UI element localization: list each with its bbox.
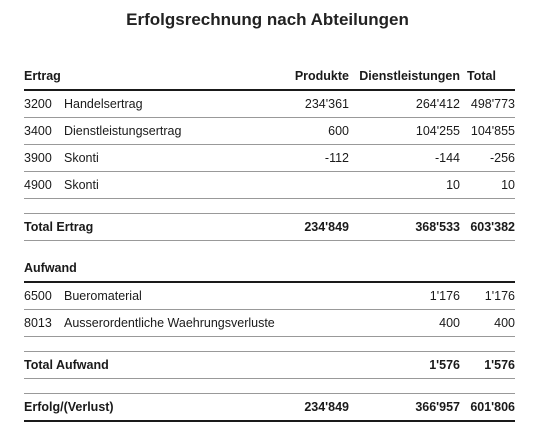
total-ertrag-label: Total Ertrag (24, 220, 94, 234)
value-dienstleistungen: 368'533 (415, 220, 460, 234)
value-total: 1'176 (484, 289, 515, 303)
header-dienstleistungen: Dienstleistungen (359, 69, 460, 83)
account-label: Skonti (64, 151, 99, 165)
header-total: Total (467, 69, 496, 83)
report-title: Erfolgsrechnung nach Abteilungen (126, 10, 409, 29)
value-dienstleistungen: -144 (434, 151, 460, 165)
value-produkte: -112 (324, 151, 349, 165)
table-row (24, 310, 515, 336)
account-label: Dienstleistungsertrag (64, 124, 182, 138)
table-row (24, 145, 515, 171)
header-produkte: Produkte (294, 69, 349, 83)
erfolg-row (24, 394, 515, 420)
table-row (24, 118, 515, 144)
total-aufwand-row (24, 352, 515, 378)
row-divider (24, 198, 515, 199)
erfolg-label: Erfolg/(Verlust) (24, 400, 114, 414)
account-number: 8013 (24, 316, 52, 330)
value-produkte: 600 (328, 124, 349, 138)
account-number: 6500 (24, 289, 52, 303)
aufwand-header: Aufwand (24, 261, 77, 275)
value-produkte: 234'849 (304, 220, 349, 234)
account-label: Skonti (64, 178, 99, 192)
table-row (24, 172, 515, 198)
account-number: 3900 (24, 151, 52, 165)
table-header-row (24, 63, 515, 89)
value-dienstleistungen: 264'412 (415, 97, 460, 111)
account-number: 3400 (24, 124, 52, 138)
value-produkte: 234'849 (304, 400, 349, 414)
value-total: 400 (494, 316, 515, 330)
header-ertrag: Ertrag (24, 69, 61, 83)
row-divider (24, 336, 515, 337)
total-aufwand-label: Total Aufwand (24, 358, 109, 372)
value-dienstleistungen: 1'176 (429, 289, 460, 303)
value-dienstleistungen: 366'957 (415, 400, 460, 414)
value-total: 104'855 (470, 124, 515, 138)
account-label: Ausserordentliche Waehrungsverluste (64, 316, 275, 330)
value-total: 498'773 (470, 97, 515, 111)
value-total: -256 (489, 151, 515, 165)
value-dienstleistungen: 10 (446, 178, 460, 192)
total-ertrag-row (24, 214, 515, 240)
value-total: 601'806 (470, 400, 515, 414)
account-number: 4900 (24, 178, 52, 192)
account-label: Bueromaterial (64, 289, 142, 303)
value-dienstleistungen: 104'255 (415, 124, 460, 138)
value-total: 1'576 (484, 358, 515, 372)
row-divider (24, 378, 515, 379)
value-dienstleistungen: 1'576 (429, 358, 460, 372)
account-number: 3200 (24, 97, 52, 111)
value-total: 603'382 (470, 220, 515, 234)
final-rule (24, 420, 515, 422)
row-divider (24, 240, 515, 241)
value-produkte: 234'361 (304, 97, 349, 111)
value-total: 10 (501, 178, 515, 192)
table-row (24, 91, 515, 117)
table-row (24, 283, 515, 309)
value-dienstleistungen: 400 (439, 316, 460, 330)
account-label: Handelsertrag (64, 97, 143, 111)
aufwand-header-row (24, 255, 515, 281)
income-statement-table (24, 63, 515, 422)
